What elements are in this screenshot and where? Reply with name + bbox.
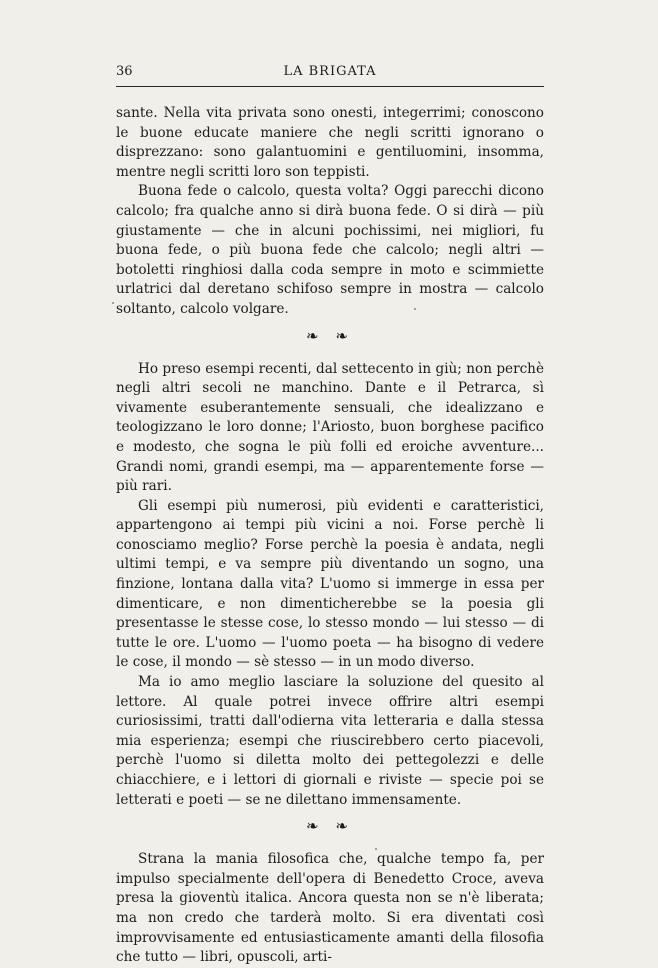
paragraph-2: Buona fede o calcolo, questa volta? Oggi parecchi dicono calcolo; fra qualche anno si dirà buona fede. O si dirà — più giustamente — che in alcuni pochissimi, nei migliori, fu buona fede, o più buona fede che calcolo; negli altri — botoletti ringhiosi dalla coda sempre in moto e scimmiette urlatrici dal deretano schifoso sempre in mostra — calcolo soltanto, calcolo volgare. — [116, 183, 544, 317]
paragraph-4: Gli esempi più numerosi, più evidenti e caratteristici, appartengono ai tempi più vicini a noi. Forse perchè li conosciamo meglio? Forse perchè la poesia è andata, negli ultimi tempi, e va sempre più diventando un sogno, una finzione, lontana dalla vita? L'uomo si immerge in essa per dimenticare, e non dimenticherebbe se la poesia gli presentasse le stesse cose, lo stesso mondo — lui stesso — di tutte le ore. L'uomo — l'uomo poeta — ha bisogno di vedere le cose, il mondo — sè stesso — in un modo diverso. — [116, 497, 544, 671]
paper-speck — [375, 848, 377, 850]
paragraph-3: Ho preso esempi recenti, dal settecento in giù; non perchè negli altri secoli ne manchino. Dante e il Petrarca, sì vivamente esuberantemente sensuali, che idealizzano e teologizzano le loro donne; l'Ariosto, buon borghese pacifico e modesto, che sogna le più folli ed eroiche avventure... Grandi nomi, grandi esempi, ma — apparentemente forse — più rari. — [116, 360, 544, 495]
section-ornament: ❧ ❧ — [306, 326, 354, 345]
paper-speck — [414, 308, 416, 310]
section-ornament: ❧ ❧ — [306, 817, 354, 836]
paper-speck — [112, 302, 114, 304]
running-header — [116, 64, 544, 87]
paragraph-6: Strana la mania filosofica che, qualche tempo fa, per impulso specialmente dell'opera di Benedetto Croce, aveva presa la gioventù italica. Ancora questa non se n'è liberata; ma non credo che tarderà molto. Si era diventati così improvvisamente ed entusiasticamente amanti della filosofia che tutto — libri, opuscoli, arti- — [116, 851, 544, 966]
body-text — [116, 104, 544, 968]
paragraph-1: sante. Nella vita privata sono onesti, integerrimi; conoscono le buone educate maniere che negli scritti ignorano o disprezzano: sono galantuomini e gentiluomini, insomma, mentre negli scritti loro son teppisti. — [116, 105, 544, 180]
page-number: 36 — [116, 64, 133, 79]
running-title: LA BRIGATA — [283, 64, 377, 79]
paragraph-5: Ma io amo meglio lasciare la soluzione del quesito al lettore. Al quale potrei invece offrire altri esempi curiosissimi, tratti dall'odierna vita letteraria e dalla stessa mia esperienza; esempi che riuscirebbero certo piacevoli, perchè l'uomo si diletta molto dei pettegolezzi e delle chiacchiere, e i lettori di giornali e riviste — specie poi se letterati e poeti — se ne dilettano immensamente. — [116, 674, 544, 808]
